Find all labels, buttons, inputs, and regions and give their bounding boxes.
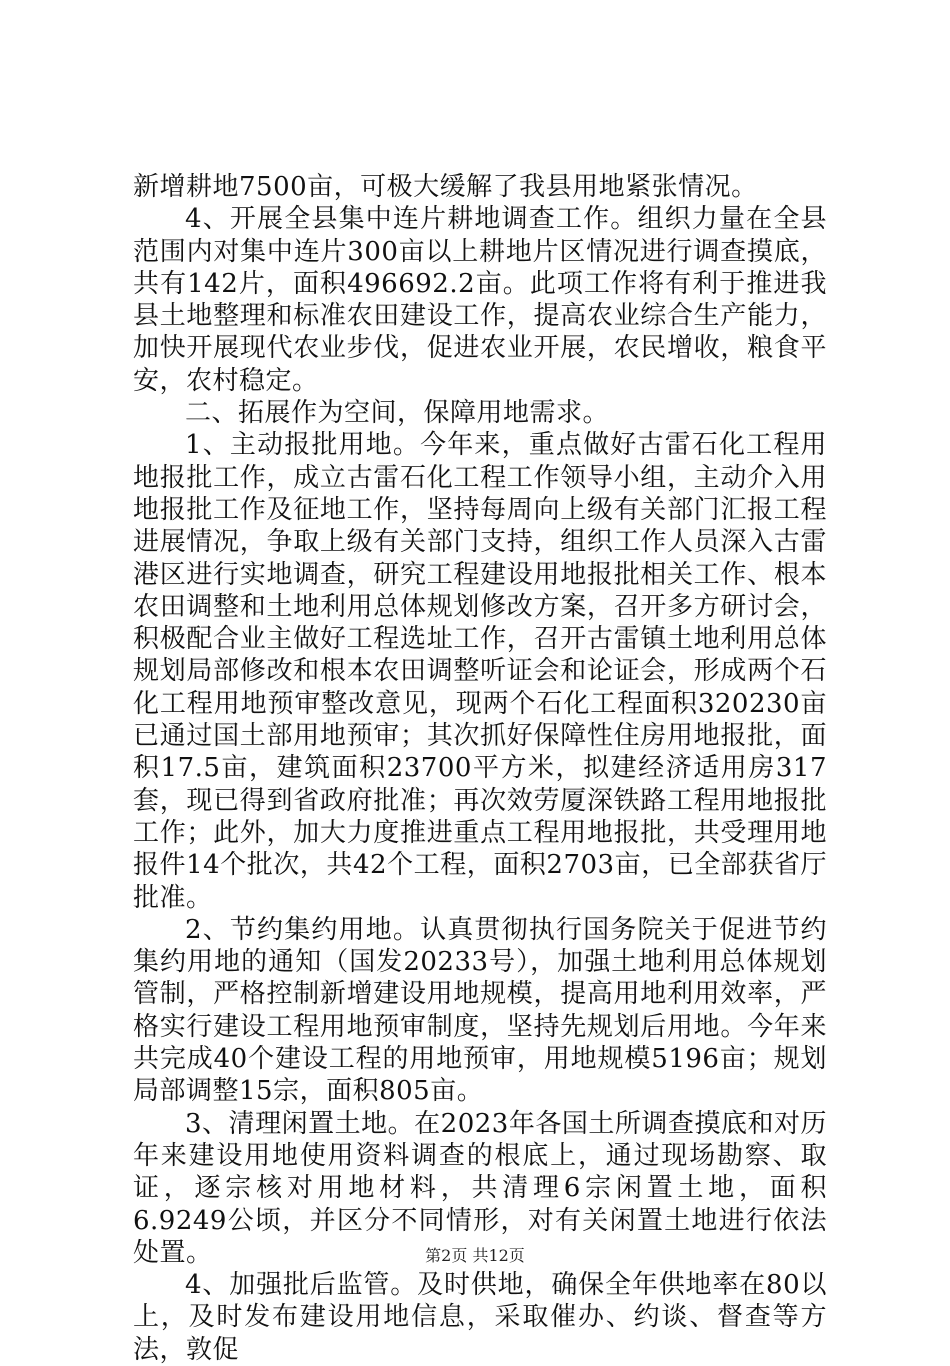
paragraph-idle-land: 3、清理闲置土地。在2023年各国土所调查摸底和对历年来建设用地使用资料调查的根底上，通过现场勘察、取证，逐宗核对用地材料，共清理6宗闲置土地，面积6.9249公顷，并区分不同情形，对有关闲置土地进行依法处置。 (133, 1108, 827, 1268)
paragraph-land-saving: 2、节约集约用地。认真贯彻执行国务院关于促进节约集约用地的通知（国发20233号），加强土地利用总体规划管制，严格控制新增建设用地规模，提高用地利用效率，严格实行建设工程用地预审制度，坚持先规划后用地。今年来共完成40个建设工程的用地预审，用地规模5196亩；规划局部调整15宗，面积805亩。 (133, 914, 827, 1107)
page-number-footer: 第2页 共12页 (425, 1246, 525, 1265)
document-body (133, 171, 827, 1366)
section-heading-land-demand: 二、拓展作为空间，保障用地需求。 (185, 398, 610, 429)
paragraph-farmland-survey: 4、开展全县集中连片耕地调查工作。组织力量在全县范围内对集中连片300亩以上耕地片区情况进行调查摸底，共有142片，面积496692.2亩。此项工作将有利于推进我县土地整理和标准农田建设工作，提高农业综合生产能力，加快开展现代农业步伐，促进农业开展，农民增收，粮食平安，农村稳定。 (133, 204, 827, 396)
paragraph-continuation: 新增耕地7500亩，可极大缓解了我县用地紧张情况。 (133, 172, 758, 202)
paragraph-post-approval: 4、加强批后监管。及时供地，确保全年供地率在80以上，及时发布建设用地信息，采取催办、约谈、督查等方法，敦促 (133, 1270, 827, 1365)
paragraph-land-approval: 1、主动报批用地。今年来，重点做好古雷石化工程用地报批工作，成立古雷石化工程工作领导小组，主动介入用地报批工作及征地工作，坚持每周向上级有关部门汇报工程进展情况，争取上级有关部门支持，组织工作人员深入古雷港区进行实地调查，研究工程建设用地报批相关工作、根本农田调整和土地利用总体规划修改方案，召开多方研讨会，积极配合业主做好工程选址工作，召开古雷镇土地利用总体规划局部修改和根本农田调整听证会和论证会，形成两个石化工程用地预审整改意见，现两个石化工程面积320230亩已通过国土部用地预审；其次抓好保障性住房用地报批，面积17.5亩，建筑面积23700平方米，拟建经济适用房317套，现已得到省政府批准；再次效劳厦深铁路工程用地报批工作；此外，加大力度推进重点工程用地报批，共受理用地报件14个批次，共42个工程，面积2703亩，已全部获省厅批准。 (133, 430, 827, 913)
